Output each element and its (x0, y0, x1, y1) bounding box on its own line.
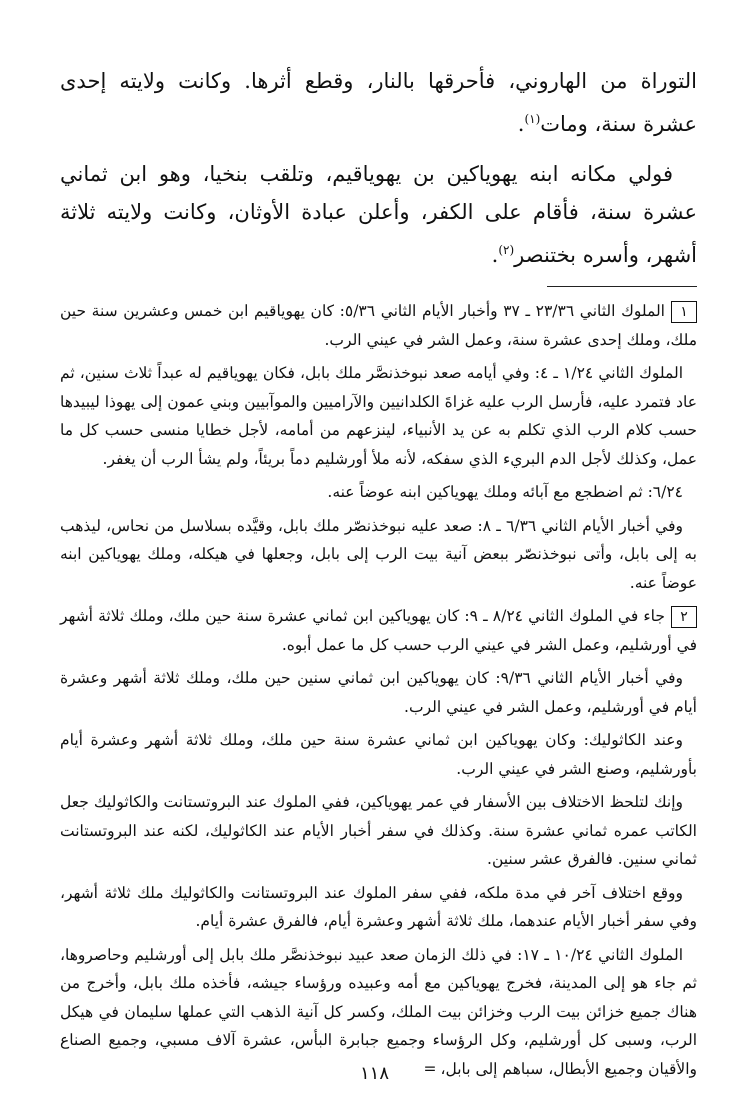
footnote-separator (547, 286, 697, 287)
footnote-text: وفي أخبار الأيام الثاني ٩/٣٦: كان يهوياكين ابن ثماني سنين حين ملك، وملك ثلاثة أشهر وعشرة أيام في أورشليم، وعمل الشر في عيني الرب. (60, 669, 697, 716)
paragraph-1 (60, 62, 697, 143)
footnote-marker-2: ٢ (671, 606, 697, 628)
page-number: ١١٨ (359, 1063, 389, 1084)
footnote-1-line (60, 297, 697, 354)
footnote-text: الملوك الثاني ١٠/٢٤ ـ ١٧: في ذلك الزمان صعد عبيد نبوخذنصَّر ملك بابل إلى أورشليم وحاصروها، ثم جاء هو إلى المدينة، فخرج يهوياكين مع أمه وعبيده ورؤساء جيشه، فأخذه ملك بابل، وأخرج من هناك جميع خزائن بيت الرب وخزائن بيت الملك، وكسر كل آنية الذهب التي عملها سليمان في هيكل الرب، وسبى كل أورشليم، وكل الرؤساء وجميع جبابرة البأس، عشرة آلاف مسبي، وجميع الصناع والأقيان وجميع الأبطال، سباهم إلى بابل، (60, 945, 697, 1078)
paragraph-2-end: . (491, 243, 499, 267)
page (60, 62, 697, 1088)
footnote-text: الملوك الثاني ٢٣/٣٦ ـ ٣٧ وأخبار الأيام الثاني ٥/٣٦: كان يهوياقيم ابن خمس وعشرين سنة حين ملك، وملك إحدى عشرة سنة، وعمل الشر في عيني الرب. (60, 302, 697, 349)
continuation-mark: = (423, 1059, 437, 1078)
main-text (60, 62, 697, 274)
footnote-text: وعند الكاثوليك: وكان يهوياكين ابن ثماني عشرة سنة حين ملك، وملك ثلاثة أشهر وعشرة أيام بأورشليم، وصنع الشر في عيني الرب. (60, 731, 697, 778)
footnote-text: الملوك الثاني ١/٢٤ ـ ٤: وفي أيامه صعد نبوخذنصَّر ملك بابل، فكان يهوياقيم له عبداً ثلاث سنين، ثم عاد فتمرد عليه، فأرسل الرب عليه غزاةَ الكلدانيين والآراميين والموآبيين وبني عمون إلى يهوذا ليبيدها حسب كلام الرب الذي تكلم به عن يد الأنبياء، لينزعهم من أمامه، لأجل خطايا منسى حسب كل ما عمل، وكذلك لأجل الدم البريء الذي سفكه، لأنه ملأ أورشليم دماً بريئاً، ولم يشأ الرب أن يغفر. (60, 364, 697, 468)
footnote-2-line (60, 602, 697, 659)
footnote-text: ٦/٢٤: ثم اضطجع مع آبائه وملك يهوياكين ابنه عوضاً عنه. (327, 483, 683, 501)
paragraph-1-text: التوراة من الهاروني، فأحرقها بالنار، وقطع أثرها. وكانت ولايته إحدى عشرة سنة، ومات (60, 69, 697, 136)
footnote-text: جاء في الملوك الثاني ٨/٢٤ ـ ٩: كان يهوياكين ابن ثماني عشرة سنة حين ملك، وملك ثلاثة أشهر في أورشليم، وعمل الشر في عيني الرب حسب كل ما عمل أبوه. (60, 607, 697, 654)
paragraph-1-end: . (517, 112, 525, 136)
footnote-ref-2[interactable]: (٢) (498, 243, 515, 257)
footnote-last (60, 941, 697, 1084)
footnote-ref-1[interactable]: (١) (524, 112, 541, 126)
footnote-text: وإنك لتلحظ الاختلاف بين الأسفار في عمر يهوياكين، ففي الملوك عند البروتستانت والكاثوليك جعل الكاتب عمره ثماني عشرة سنة. وكذلك في سفر أخبار الأيام عند الكاثوليك، لكنه عند البروتستانت ثماني سنين. فالفرق عشر سنين. (60, 793, 697, 868)
footnotes (60, 297, 697, 1083)
footnote-text: وفي أخبار الأيام الثاني ٦/٣٦ ـ ٨: صعد عليه نبوخذنصّر ملك بابل، وقيَّده بسلاسل من نحاس، ليذهب به إلى بابل، وأتى نبوخذنصّر ببعض آنية بيت الرب إلى بابل، وجعلها في هيكله، وملك يهوياكين ابنه عوضاً عنه. (60, 516, 697, 592)
paragraph-2 (60, 155, 697, 274)
footnote-text: ووقع اختلاف آخر في مدة ملكه، ففي سفر الملوك عند البروتستانت والكاثوليك ملك ثلاثة أشهر، وفي سفر أخبار الأيام عندهما، ملك ثلاثة أشهر وعشرة أيام، فالفرق عشرة أيام. (60, 883, 697, 930)
paragraph-2-text: فولي مكانه ابنه يهوياكين بن يهوياقيم، وتلقب بنخيا، وهو ابن ثماني عشرة سنة، فأقام على الكفر، وأعلن عبادة الأوثان، وكانت ولايته ثلاثة أشهر، وأسره بختنصر (60, 162, 697, 267)
footnote-marker-1: ١ (671, 301, 697, 323)
